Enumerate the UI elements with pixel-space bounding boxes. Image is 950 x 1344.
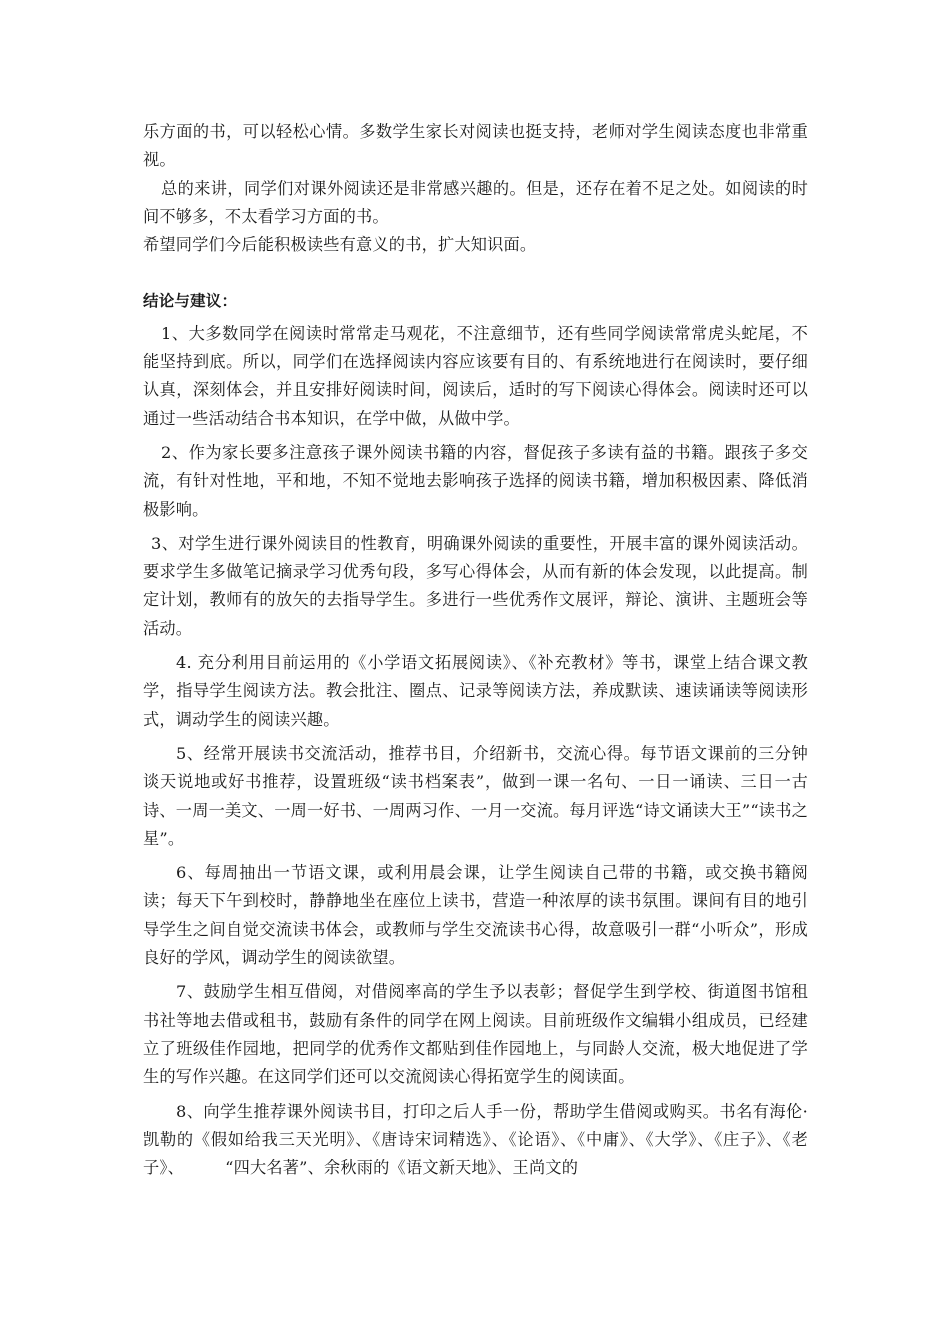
suggestion-item-1: 1、大多数同学在阅读时常常走马观花，不注意细节，还有些同学阅读常常虎头蛇尾，不能坚持到底。所以，同学们在选择阅读内容应该要有目的、有系统地进行在阅读时，要仔细认真，深刻体会，并且安排好阅读时间，阅读后，适时的写下阅读心得体会。阅读时还可以通过一些活动结合书本知识，在学中做，从做中学。 xyxy=(143,323,808,428)
document-page xyxy=(143,118,808,1182)
suggestion-item-7: 7、鼓励学生相互借阅，对借阅率高的学生予以表彰；督促学生到学校、街道图书馆租书社等地去借或租书，鼓励有条件的同学在网上阅读。目前班级作文编辑小组成员，已经建立了班级佳作园地，把同学的优秀作文都贴到佳作园地上，与同龄人交流，极大地促进了学生的写作兴趣。在这同学们还可以交流阅读心得拓宽学生的阅读面。 xyxy=(143,982,808,1087)
suggestion-item-6: 6、每周抽出一节语文课，或利用晨会课，让学生阅读自己带的书籍，或交换书籍阅读；每天下午到校时，静静地坐在座位上读书，营造一种浓厚的读书氛围。课间有目的地引导学生之间自觉交流读书体会，或教师与学生交流读书心得，故意吸引一群“小听众”，形成良好的学风，调动学生的阅读欲望。 xyxy=(143,863,808,968)
intro-paragraph-1: 乐方面的书，可以轻松心情。多数学生家长对阅读也挺支持，老师对学生阅读态度也非常重视。 xyxy=(143,122,808,170)
suggestion-item-5: 5、经常开展读书交流活动，推荐书目，介绍新书，交流心得。每节语文课前的三分钟谈天说地或好书推荐，设置班级“读书档案表”，做到一课一名句、一日一诵读、三日一古诗、一周一美文、一周一好书、一周两习作、一月一交流。每月评选“诗文诵读大王”“读书之星”。 xyxy=(143,743,808,848)
suggestion-item-2: 2、作为家长要多注意孩子课外阅读书籍的内容，督促孩子多读有益的书籍。跟孩子多交流，有针对性地，平和地，不知不觉地去影响孩子选择的阅读书籍，增加积极因素、降低消极影响。 xyxy=(143,442,808,519)
suggestion-item-3: 3、对学生进行课外阅读目的性教育，明确课外阅读的重要性，开展丰富的课外阅读活动。要求学生多做笔记摘录学习优秀句段，多写心得体会，从而有新的体会发现，以此提高。制定计划，教师有的放矢的去指导学生。多进行一些优秀作文展评，辩论、演讲、主题班会等活动。 xyxy=(143,533,808,638)
intro-paragraph-2: 总的来讲，同学们对课外阅读还是非常感兴趣的。但是，还存在着不足之处。如阅读的时间不够多，不太看学习方面的书。 xyxy=(143,178,808,226)
paragraph-spacer xyxy=(143,259,808,287)
suggestion-item-8: 8、向学生推荐课外阅读书目，打印之后人手一份，帮助学生借阅或购买。书名有海伦·凯勒的《假如给我三天光明》、《唐诗宋词精选》、《论语》、《中庸》、《大学》、《庄子》、《老子》、 “四大名著”、余秋雨的《语文新天地》、王尚文的 xyxy=(143,1101,808,1178)
suggestion-item-4: 4. 充分利用目前运用的《小学语文拓展阅读》、《补充教材》等书，课堂上结合课文教学，指导学生阅读方法。教会批注、圈点、记录等阅读方法，养成默读、速读诵读等阅读形式，调动学生的阅读兴趣。 xyxy=(143,653,808,729)
intro-paragraph-3: 希望同学们今后能积极读些有意义的书，扩大知识面。 xyxy=(143,235,537,255)
section-heading: 结论与建议： xyxy=(143,292,238,311)
